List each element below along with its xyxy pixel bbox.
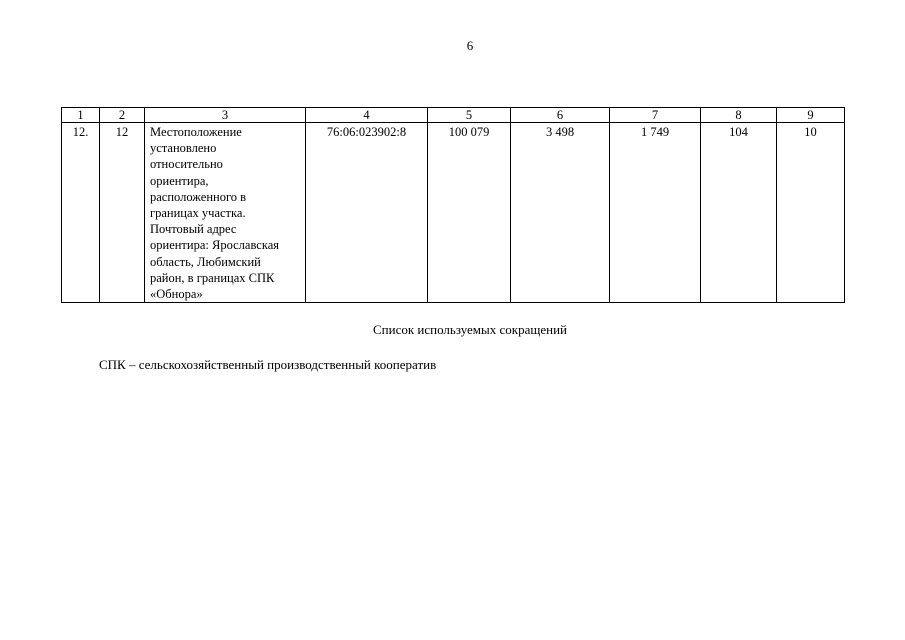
header-cell-9: 9 — [777, 108, 845, 123]
row-number-cell: 12. — [62, 123, 100, 303]
table-header-row — [62, 108, 845, 123]
abbreviation-item: СПК – сельскохозяйственный производственный кооператив — [99, 357, 437, 372]
header-cell-1: 1 — [62, 108, 100, 123]
header-cell-8: 8 — [701, 108, 777, 123]
description-line: область, Любимский — [150, 254, 261, 269]
header-cell-5: 5 — [428, 108, 511, 123]
land-plot-table — [61, 107, 845, 303]
header-cell-7: 7 — [610, 108, 701, 123]
description-line: ориентира, — [150, 173, 209, 188]
description-line: ориентира: Ярославская — [150, 238, 280, 253]
description-line: Местоположение — [150, 125, 242, 139]
description-line: границах участка. — [150, 206, 246, 221]
cadastral-number-cell: 76:06:023902:8 — [306, 123, 428, 303]
plot-number-cell: 12 — [100, 123, 145, 303]
header-cell-3: 3 — [145, 108, 306, 123]
value-cell-9: 10 — [777, 123, 845, 303]
header-cell-2: 2 — [100, 108, 145, 123]
abbreviations-title: Список используемых сокращений — [372, 322, 568, 337]
location-description-cell — [145, 123, 306, 303]
page-number: 6 — [466, 38, 474, 53]
description-line: район, в границах СПК — [150, 270, 275, 285]
table-row — [62, 123, 845, 303]
description-line: относительно — [150, 157, 223, 172]
description-line: «Обнора» — [150, 287, 203, 302]
value-cell-6: 3 498 — [511, 123, 610, 303]
description-line: расположенного в — [150, 189, 247, 204]
description-line: Почтовый адрес — [150, 222, 237, 237]
header-cell-4: 4 — [306, 108, 428, 123]
value-cell-5: 100 079 — [428, 123, 511, 303]
value-cell-7: 1 749 — [610, 123, 701, 303]
description-line: установлено — [150, 141, 217, 156]
value-cell-8: 104 — [701, 123, 777, 303]
header-cell-6: 6 — [511, 108, 610, 123]
